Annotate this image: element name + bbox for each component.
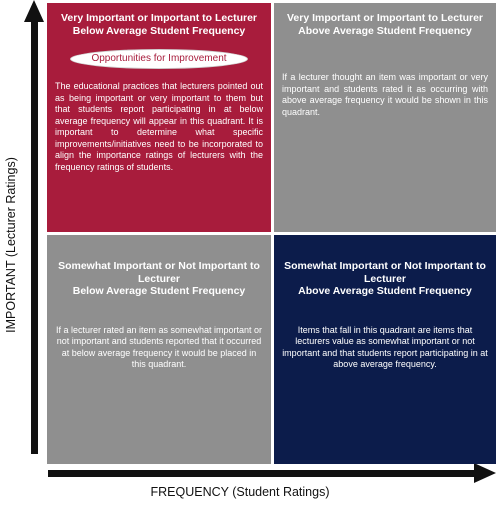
quadrant-title-line: Somewhat Important or Not Important to Lecturer: [58, 260, 260, 285]
quadrant-bottom-right: [274, 235, 496, 464]
quadrant-title-line: Very Important or Important to Lecturer: [286, 12, 484, 24]
quadrant-title-line: Below Average Student Frequency: [72, 24, 246, 37]
quadrant-title: [55, 12, 263, 37]
quadrant-title: [55, 260, 263, 298]
quadrant-title-line: Above Average Student Frequency: [298, 24, 472, 37]
quadrant-description: If a lecturer thought an item was important or very important and students rated it as occurring with above average frequency it would be shown in this quadrant.: [282, 72, 488, 117]
quadrant-description: Items that fall in this quadrant are items that lecturers value as somewhat important or not important and that students report participating in at above average frequency.: [282, 324, 488, 369]
quadrant-top-right: [274, 3, 496, 232]
y-axis-label: IMPORTANT (Lecturer Ratings): [4, 157, 18, 333]
x-axis-label: FREQUENCY (Student Ratings): [150, 485, 330, 499]
opportunities-badge: Opportunities for Improvement: [70, 49, 248, 69]
x-axis-arrowhead: [474, 463, 496, 483]
x-axis-arrow: [48, 470, 476, 477]
quadrant-top-left: [47, 3, 271, 232]
quadrant-description: If a lecturer rated an item as somewhat important or not important and students reported that it occurred at below average frequency it would be placed in this quadrant.: [55, 324, 263, 369]
quadrant-title: [282, 260, 488, 298]
quadrant-description: The educational practices that lecturers pointed out as being important or very important to them but that students report participating in at below average frequency will appear in this quadrant. It is important to determine what specific improvements/initiatives need to be incorporated to align the importance ratings of lecturers with the frequency ratings of students.: [55, 81, 263, 172]
quadrant-title: [282, 12, 488, 37]
quadrant-title-line: Below Average Student Frequency: [72, 285, 246, 297]
quadrant-bottom-left: [47, 235, 271, 464]
y-axis-arrow: [31, 18, 38, 454]
quadrant-title-line: Very Important or Important to Lecturer: [60, 12, 258, 24]
quadrant-title-line: Above Average Student Frequency: [298, 285, 472, 297]
quadrant-title-line: Somewhat Important or Not Important to Lecturer: [284, 260, 486, 285]
